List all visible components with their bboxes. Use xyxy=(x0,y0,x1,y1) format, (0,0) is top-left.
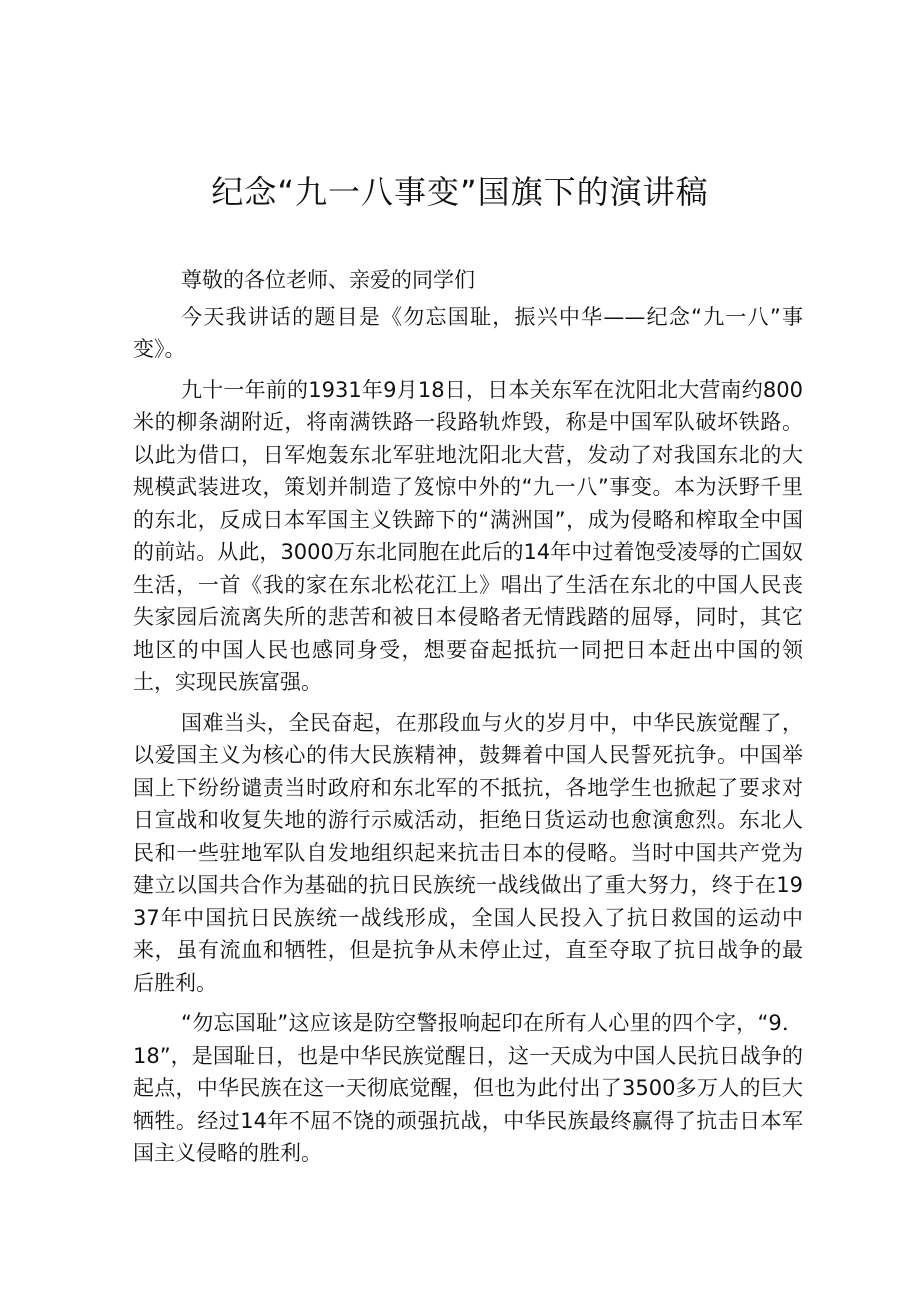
history-paragraph: 九十一年前的1931年9月18日，日本关东军在沈阳北大营南约800米的柳条湖附近，将南满铁路一段路轨炸毁，称是中国军队破坏铁路。以此为借口，日军炮轰东北军驻地沈阳北大营，发动了对我国东北的大规模武装进攻，策划并制造了笈惊中外的“九一八”事变。本为沃野千里的东北，反成日本军国主义铁蹄下的“满洲国”，成为侵略和榨取全中国的前站。从此，3000万东北同胞在此后的14年中过着饱受凌辱的亡国奴生活，一首《我的家在东北松花江上》唱出了生活在东北的中国人民丧失家园后流离失所的悲苦和被日本侵略者无情践踏的屈辱，同时，其它地区的中国人民也感同身受，想要奋起抵抗一同把日本赶出中国的领土，实现民族富强。 xyxy=(133,377,803,694)
document-body xyxy=(133,264,803,1170)
salutation-paragraph: 尊敬的各位老师、亲爱的同学们 xyxy=(181,268,475,292)
resistance-paragraph: 国难当头，全民奋起，在那段血与火的岁月中，中华民族觉醒了，以爱国主义为核心的伟大民族精神，鼓舞着中国人民誓死抗争。中国举国上下纷纷谴责当时政府和东北军的不抵抗，各地学生也掀起了要求对日宣战和收复失地的游行示威活动，拒绝日货运动也愈演愈烈。东北人民和一些驻地军队自发地组织起来抗击日本的侵略。当时中国共产党为建立以国共合作为基础的抗日民族统一战线做出了重大努力，终于在1937年中国抗日民族统一战线形成，全国人民投入了抗日救国的运动中来，虽有流血和牺牲，但是抗争从未停止过，直至夺取了抗日战争的最后胜利。 xyxy=(133,710,803,995)
document-title: 纪念“九一八事变”国旗下的演讲稿 xyxy=(211,173,709,211)
remembrance-paragraph: “勿忘国耻”这应该是防空警报响起印在所有人心里的四个字，“9．18”，是国耻日，也是中华民族觉醒日，这一天成为中国人民抗日战争的起点，中华民族在这一天彻底觉醒，但也为此付出了3500多万人的巨大牺牲。经过14年不屈不饶的顽强抗战，中华民族最终赢得了抗击日本军国主义侵略的胜利。 xyxy=(133,1011,803,1165)
topic-paragraph: 今天我讲话的题目是《勿忘国耻，振兴中华——纪念“九一八”事变》。 xyxy=(133,304,803,361)
